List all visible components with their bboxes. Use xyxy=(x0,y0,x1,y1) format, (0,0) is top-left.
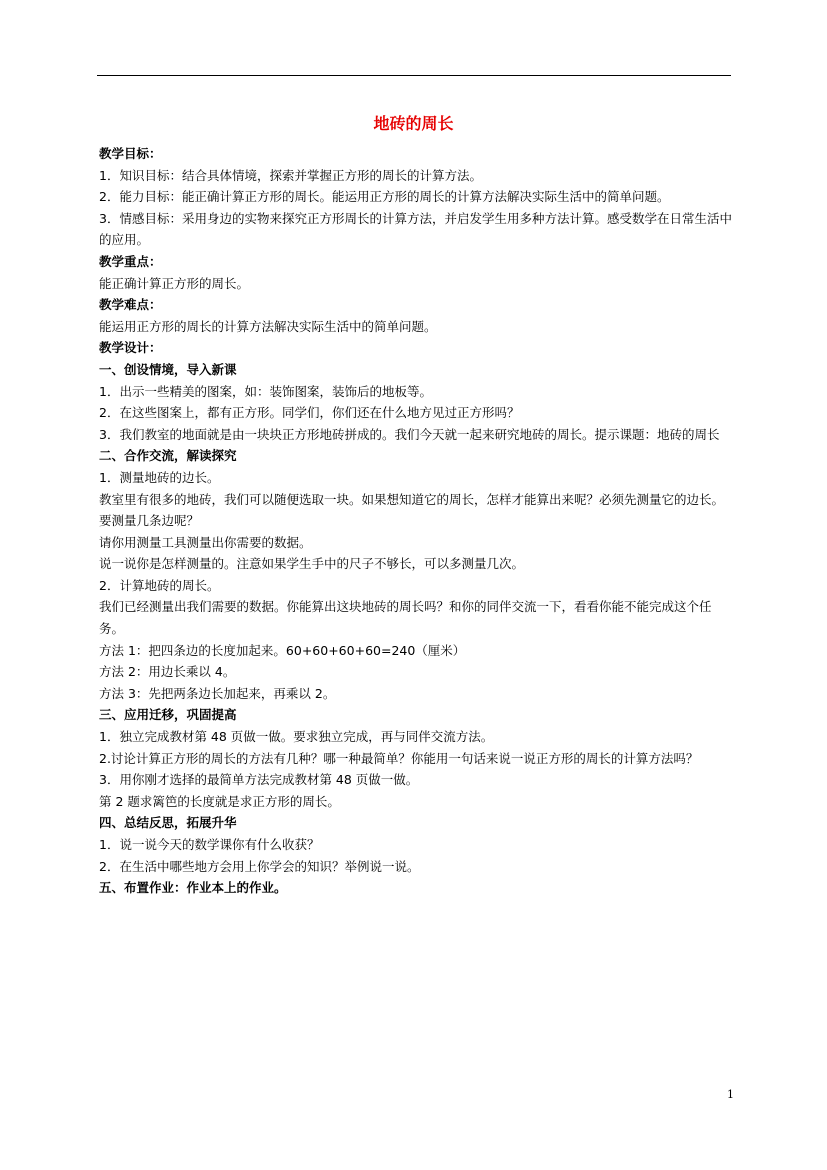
section-heading: 二、合作交流，解读探究 xyxy=(99,448,237,464)
body-line: 2．能力目标：能正确计算正方形的周长。能运用正方形的周长的计算方法解决实际生活中的简单问题。 xyxy=(99,189,670,205)
body-line: 能运用正方形的周长的计算方法解决实际生活中的简单问题。 xyxy=(99,318,437,334)
body-line: 2．计算地砖的周长。 xyxy=(99,577,220,593)
body-line: 我们已经测量出我们需要的数据。你能算出这块地砖的周长吗？和你的同伴交流一下，看看你能不能完成这个任务。 xyxy=(99,599,712,637)
section-heading: 一、创设情境，导入新课 xyxy=(99,361,237,377)
body-line: 能正确计算正方形的周长。 xyxy=(99,275,250,291)
body-line: 3．情感目标：采用身边的实物来探究正方形周长的计算方法，并启发学生用多种方法计算。感受数学在日常生活中的应用。 xyxy=(99,210,732,248)
page-number: 1 xyxy=(727,1088,734,1101)
section-heading: 三、应用迁移，巩固提高 xyxy=(99,707,237,723)
body-line: 1．测量地砖的边长。 xyxy=(99,469,220,485)
body-line: 3．用你刚才选择的最简单方法完成教材第 48 页做一做。 xyxy=(99,772,419,788)
section-heading: 教学目标： xyxy=(99,146,162,161)
body-line: 3．我们教室的地面就是由一块块正方形地砖拼成的。我们今天就一起来研究地砖的周长。提示课题：地砖的周长 xyxy=(99,426,720,442)
section-heading: 教学设计： xyxy=(99,340,162,356)
document-title: 地砖的周长 xyxy=(373,114,454,133)
header-rule xyxy=(97,75,731,76)
body-line: 1．出示一些精美的图案，如：装饰图案，装饰后的地板等。 xyxy=(99,383,432,399)
section-heading: 教学难点： xyxy=(99,297,162,313)
document-body xyxy=(99,143,733,899)
body-line: 教室里有很多的地砖，我们可以随便选取一块。如果想知道它的周长，怎样才能算出来呢？必须先测量它的边长。要测量几条边呢？ xyxy=(99,491,725,529)
body-line: 方法 2：用边长乘以 4。 xyxy=(99,664,236,680)
body-line: 1．说一说今天的数学课你有什么收获？ xyxy=(99,837,320,852)
section-heading: 五、布置作业：作业本上的作业。 xyxy=(99,880,287,896)
body-line: 1．知识目标：结合具体情境，探索并掌握正方形的周长的计算方法。 xyxy=(99,167,482,183)
body-line: 说一说你是怎样测量的。注意如果学生手中的尺子不够长，可以多测量几次。 xyxy=(99,556,525,572)
section-heading: 四、总结反思，拓展升华 xyxy=(99,815,237,831)
body-line: 第 2 题求篱笆的长度就是求正方形的周长。 xyxy=(99,793,340,809)
body-line: 2.讨论计算正方形的周长的方法有几种？哪一种最简单？你能用一句话来说一说正方形的周长的计算方法吗？ xyxy=(99,750,699,766)
body-line: 1．独立完成教材第 48 页做一做。要求独立完成，再与同伴交流方法。 xyxy=(99,729,494,745)
body-line: 方法 1：把四条边的长度加起来。60+60+60+60=240（厘米） xyxy=(99,642,466,658)
body-line: 2．在这些图案上，都有正方形。同学们，你们还在什么地方见过正方形吗？ xyxy=(99,405,520,421)
body-line: 2．在生活中哪些地方会用上你学会的知识？举例说一说。 xyxy=(99,858,420,874)
section-heading: 教学重点： xyxy=(99,253,162,269)
body-line: 方法 3：先把两条边长加起来，再乘以 2。 xyxy=(99,685,336,701)
body-line: 请你用测量工具测量出你需要的数据。 xyxy=(99,534,312,550)
